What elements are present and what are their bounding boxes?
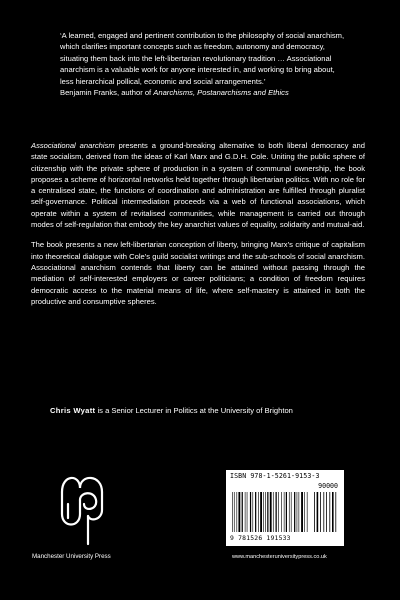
endorsement-quote [60, 30, 350, 98]
barcode-digits: 9 781526 191533 [230, 534, 291, 542]
author-bio-text: is a Senior Lecturer in Politics at the University of Brighton [95, 406, 293, 415]
isbn-label: ISBN 978-1-5261-9153-3 [230, 472, 320, 480]
price-code: 90000 [318, 482, 338, 490]
publisher-url: www.manchesteruniversitypress.co.uk [232, 554, 327, 560]
attribution-prefix: Benjamin Franks, author of [60, 88, 154, 98]
blurb-p1-text: presents a ground-breaking alternative to both liberal democracy and state socialism, derived from the ideas of Karl Marx and G.D.H. Cole. Uniting the public sphere of citizenship with the private sphere of production in a system of communal ownership, the book proposes a scheme of horizontal networks held together through libertarian politics. With no role for a centralised state, the functions of coordination and administration are fulfilled through pluralist self-governance. Political intermediation proceeds via a web of functional associations, which operate within a system of revitalised communities, while management is carried out through modes of self-regulation that embody the key anarchist values of equality, solidarity and mutual-aid. [31, 141, 366, 230]
blurb-paragraph-1 [31, 140, 365, 230]
isbn-barcode [226, 470, 344, 546]
author-bio [50, 405, 370, 416]
blurb-paragraph-2: The book presents a new left-libertarian conception of liberty, bringing Marx’s critique of capitalism into theoretical dialogue with Cole’s guild socialist writings and the sub-schools of social anarchism. Associational anarchism contends that liberty can be attained without passing through the mediation of self-interested employers or career politicians; a condition of freedom requires democratic access to the material means of life, where self-mastery is attained in both the productive and consumptive spheres. [31, 240, 365, 306]
blurb-book-title: Associational anarchism [31, 141, 115, 150]
quote-text: ‘A learned, engaged and pertinent contribution to the philosophy of social anarchism, which clarifies important concepts such as freedom, autonomy and democracy, situating them back into the left-libertarian revolutionary tradition … Associational anarchism is a valuable work for anyone interested in, and working to bring about, less hierarchical pollical, economic and social arrangements.’ [60, 31, 345, 86]
publisher-name: Manchester University Press [32, 553, 111, 560]
quote-attribution [60, 87, 350, 98]
mup-logo-icon [58, 470, 108, 550]
blurb [31, 140, 365, 316]
attribution-work: Anarchisms, Postanarchisms and Ethics [153, 88, 289, 98]
author-name: Chris Wyatt [50, 406, 96, 415]
